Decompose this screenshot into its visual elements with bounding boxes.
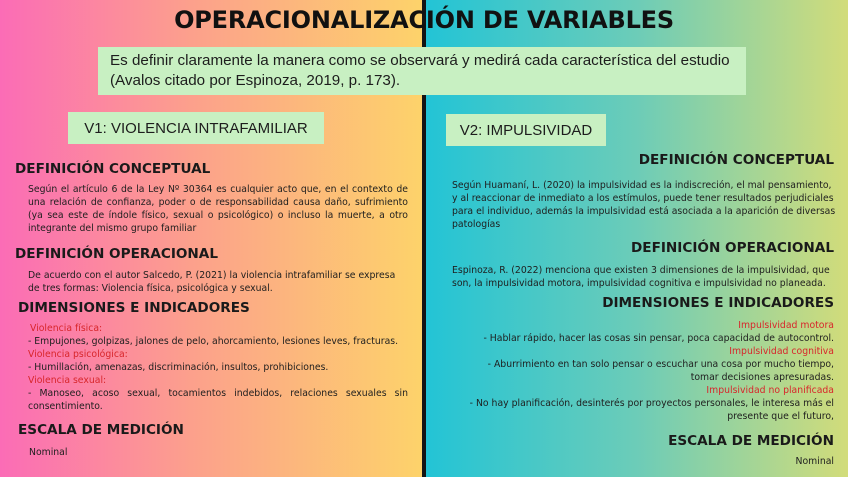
v1-conceptual-text: Según el artículo 6 de la Ley Nº 30364 es cualquier acto que, en el contexto de una relación de confianza, poder o de responsabilidad causa daño, sufrimiento (ya sea este de índole físico, sexual o psicológico) o incluso la muerte, a otro integrante del mismo grupo familiar <box>28 184 408 234</box>
v1-dimensions-heading: DIMENSIONES E INDICADORES <box>18 300 250 316</box>
v2-dimension-name: Impulsividad motora <box>738 320 834 331</box>
v1-scale-value: Nominal <box>29 447 68 458</box>
v1-operational-heading: DEFINICIÓN OPERACIONAL <box>15 246 218 262</box>
v2-conceptual-text: Según Huamaní, L. (2020) la impulsividad es la indiscreción, el mal pensamiento, y al reaccionar de inmediato a los estímulos, puede tener resultados perjudiciales para el individuo, además la impulsividad está asociada a la aparición de diversas patologías <box>452 180 836 230</box>
v1-dimension-name: Violencia física: <box>30 323 103 334</box>
v2-dimension-indicators: - Aburrimiento en tan solo pensar o escuchar una cosa por mucho tiempo, tomar decisiones apresuradas. <box>487 359 834 383</box>
variable-2-label: V2: IMPULSIVIDAD <box>446 114 606 146</box>
v1-dimension-indicators: - Empujones, golpizas, jalones de pelo, ahorcamiento, lesiones leves, fracturas. <box>28 336 399 347</box>
variable-1-label: V1: VIOLENCIA INTRAFAMILIAR <box>68 112 324 144</box>
v1-dimensions-list <box>28 322 408 413</box>
v1-dimension-name: Violencia psicológica: <box>28 349 128 360</box>
v2-dimension-name: Impulsividad no planificada <box>706 385 834 396</box>
v2-conceptual-heading: DEFINICIÓN CONCEPTUAL <box>638 152 834 168</box>
v2-dimensions-list <box>460 319 834 423</box>
v2-scale-heading: ESCALA DE MEDICIÓN <box>668 433 834 449</box>
v1-scale-heading: ESCALA DE MEDICIÓN <box>18 422 184 438</box>
v1-dimension-indicators: - Manoseo, acoso sexual, tocamientos indebidos, relaciones sexuales sin consentimiento. <box>28 388 408 412</box>
page-title: OPERACIONALIZACIÓN DE VARIABLES <box>174 6 674 34</box>
v2-dimension-indicators: - No hay planificación, desinterés por proyectos personales, le interesa más el presente que el futuro, <box>469 398 834 422</box>
v2-scale-value: Nominal <box>795 456 834 467</box>
v2-operational-heading: DEFINICIÓN OPERACIONAL <box>631 240 834 256</box>
v1-conceptual-heading: DEFINICIÓN CONCEPTUAL <box>15 161 211 177</box>
v2-dimensions-heading: DIMENSIONES E INDICADORES <box>602 295 834 311</box>
v2-operational-text: Espinoza, R. (2022) menciona que existen 3 dimensiones de la impulsividad, que son, la impulsividad motora, impulsividad cognitiva e impulsividad no planeada. <box>452 265 830 289</box>
intro-box: Es definir claramente la manera como se observará y medirá cada característica del estudio (Avalos citado por Espinoza, 2019, p. 173). <box>98 47 746 95</box>
v2-dimension-indicators: - Hablar rápido, hacer las cosas sin pensar, poca capacidad de autocontrol. <box>483 333 834 344</box>
v1-dimension-indicators: - Humillación, amenazas, discriminación, insultos, prohibiciones. <box>28 362 329 373</box>
v1-operational-text: De acuerdo con el autor Salcedo, P. (2021) la violencia intrafamiliar se expresa de tres formas: Violencia física, psicológica y sexual. <box>28 270 396 294</box>
v1-dimension-name: Violencia sexual: <box>28 375 107 386</box>
v2-dimension-name: Impulsividad cognitiva <box>729 346 834 357</box>
